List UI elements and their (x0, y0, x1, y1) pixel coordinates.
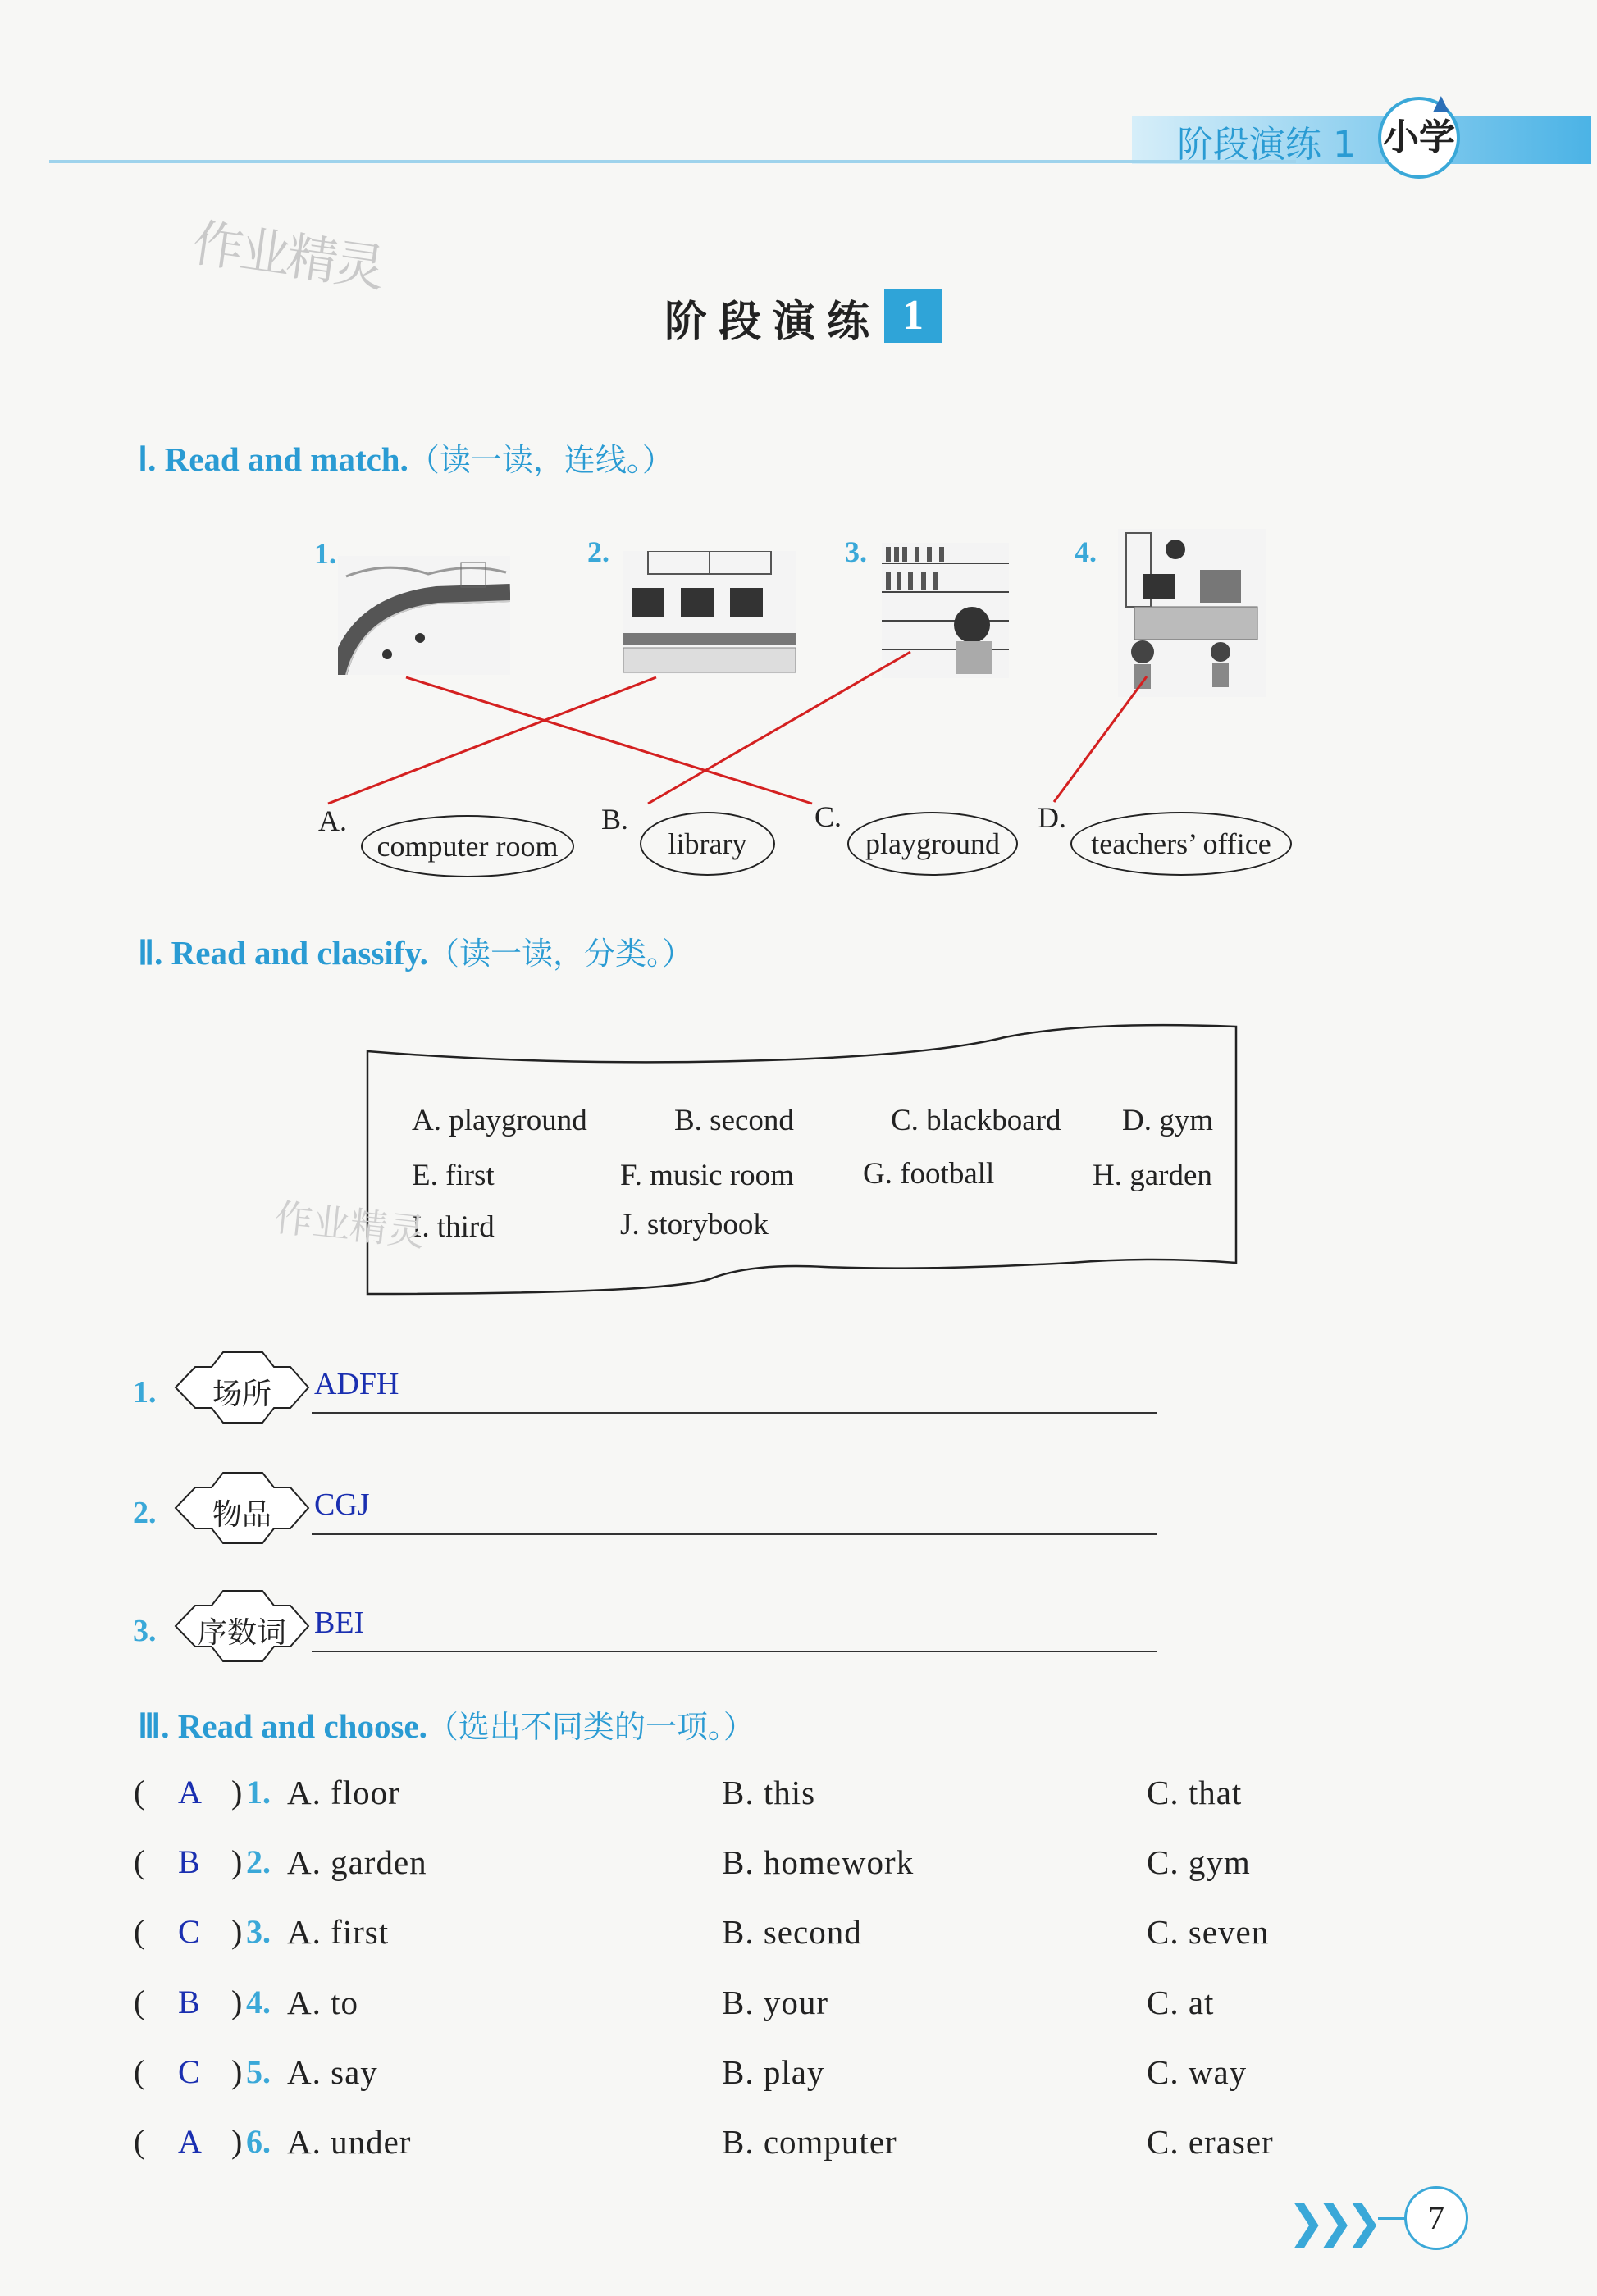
picture-number: 4. (1075, 535, 1097, 568)
choice-a: A. floor (287, 1774, 400, 1811)
category-label: 物品 (212, 1498, 271, 1532)
question-answer: A (178, 1774, 202, 1811)
question-number: 2. (246, 1843, 271, 1880)
question-number: 1. (246, 1774, 271, 1811)
choice-b: B. play (722, 2053, 825, 2091)
choice-a: A. to (287, 1984, 358, 2021)
category-answer: CGJ (314, 1487, 370, 1522)
question-answer: B (178, 1984, 200, 2020)
category-answer: ADFH (314, 1367, 399, 1401)
category-label: 序数词 (197, 1616, 286, 1650)
option-computer-room: computer room (361, 815, 574, 877)
word-bank-item: D. gym (1122, 1104, 1213, 1137)
bracket-open: ( (134, 1843, 145, 1880)
answer-line (312, 1651, 1157, 1652)
bracket-close: ) (231, 1774, 243, 1811)
category-answer: BEI (314, 1606, 365, 1640)
question-answer: C (178, 1913, 200, 1950)
answer-line (312, 1412, 1157, 1414)
part2-heading (138, 928, 693, 973)
choice-b: B. your (722, 1984, 828, 2021)
answer-line (312, 1533, 1157, 1535)
picture-number: 1. (314, 537, 336, 570)
word-bank-item: A. playground (412, 1104, 587, 1137)
bracket-open: ( (134, 1984, 145, 2020)
part1-heading-en: Ⅰ. Read and match. (138, 440, 408, 478)
part3-heading (138, 1702, 755, 1747)
bracket-close: ) (231, 2123, 243, 2160)
graduation-cap-icon: ▲ (1427, 89, 1455, 119)
option-letter: D. (1038, 801, 1066, 834)
watermark: 作业精灵 (189, 212, 386, 298)
question-answer: A (178, 2123, 202, 2160)
choice-b: B. this (722, 1774, 816, 1811)
bracket-open: ( (134, 2053, 145, 2090)
option-teachers-office: teachers’ office (1070, 812, 1292, 876)
word-bank-item: E. first (412, 1159, 495, 1192)
word-bank-item: F. music room (620, 1159, 794, 1192)
bracket-close: ) (231, 1843, 243, 1880)
choice-c: C. way (1147, 2053, 1248, 2091)
footer-rule (1378, 2217, 1408, 2220)
bracket-open: ( (134, 1913, 145, 1950)
question-number: 6. (246, 2123, 271, 2160)
question-number: 3. (246, 1913, 271, 1950)
part1-heading-cn: （读一读，连线。） (408, 442, 673, 478)
choice-a: A. first (287, 1913, 390, 1951)
page-number: 7 (1404, 2186, 1468, 2250)
option-letter: C. (814, 800, 842, 833)
page-title-number: 1 (884, 289, 942, 343)
question-number: 4. (246, 1984, 271, 2020)
word-bank-item: H. garden (1093, 1159, 1212, 1192)
bracket-open: ( (134, 1774, 145, 1811)
word-bank-item: B. second (674, 1104, 794, 1137)
word-bank-item: J. storybook (620, 1208, 769, 1241)
match-line-4-D (1054, 676, 1147, 802)
picture-number: 3. (845, 535, 867, 568)
choice-a: A. say (287, 2053, 378, 2091)
choice-c: C. seven (1147, 1913, 1270, 1951)
bracket-close: ) (231, 1984, 243, 2020)
choice-c: C. that (1147, 1774, 1243, 1811)
match-line-3-B (648, 652, 910, 804)
match-lines (0, 0, 1597, 902)
category-number: 3. (133, 1614, 157, 1648)
bracket-close: ) (231, 1913, 243, 1950)
watermark: 作业精灵 (272, 1195, 428, 1255)
choice-c: C. gym (1147, 1843, 1251, 1881)
choice-c: C. eraser (1147, 2123, 1274, 2161)
category-number: 1. (133, 1375, 157, 1410)
option-letter: A. (318, 804, 347, 837)
category-label: 场所 (212, 1378, 271, 1411)
bracket-close: ) (231, 2053, 243, 2090)
part3-heading-cn: （选出不同类的一项。） (427, 1709, 755, 1745)
question-answer: C (178, 2053, 200, 2090)
question-answer: B (178, 1843, 200, 1880)
part2-heading-en: Ⅱ. Read and classify. (138, 934, 428, 972)
choice-b: B. homework (722, 1843, 915, 1881)
option-letter: B. (601, 803, 629, 836)
choice-b: B. computer (722, 2123, 897, 2161)
option-playground: playground (847, 812, 1018, 876)
word-bank-item: C. blackboard (891, 1104, 1061, 1137)
word-bank-item: I. third (412, 1210, 495, 1244)
choice-c: C. at (1147, 1984, 1215, 2021)
picture-number: 2. (587, 535, 609, 568)
choice-a: A. under (287, 2123, 412, 2161)
header-section-title: 阶段演练 1 (1177, 124, 1356, 166)
word-bank-item: G. football (863, 1157, 995, 1191)
part3-heading-en: Ⅲ. Read and choose. (138, 1707, 427, 1745)
question-number: 5. (246, 2053, 271, 2090)
choice-b: B. second (722, 1913, 862, 1951)
option-library: library (640, 812, 775, 876)
page-title: 阶段演练 (664, 297, 882, 347)
part2-heading-cn: （读一读，分类。） (427, 936, 693, 972)
header-badge: 小学 (1378, 97, 1460, 179)
bracket-open: ( (134, 2123, 145, 2160)
category-number: 2. (133, 1496, 157, 1530)
choice-a: A. garden (287, 1843, 427, 1881)
arrows-icon: ❯❯❯ (1288, 2196, 1375, 2248)
